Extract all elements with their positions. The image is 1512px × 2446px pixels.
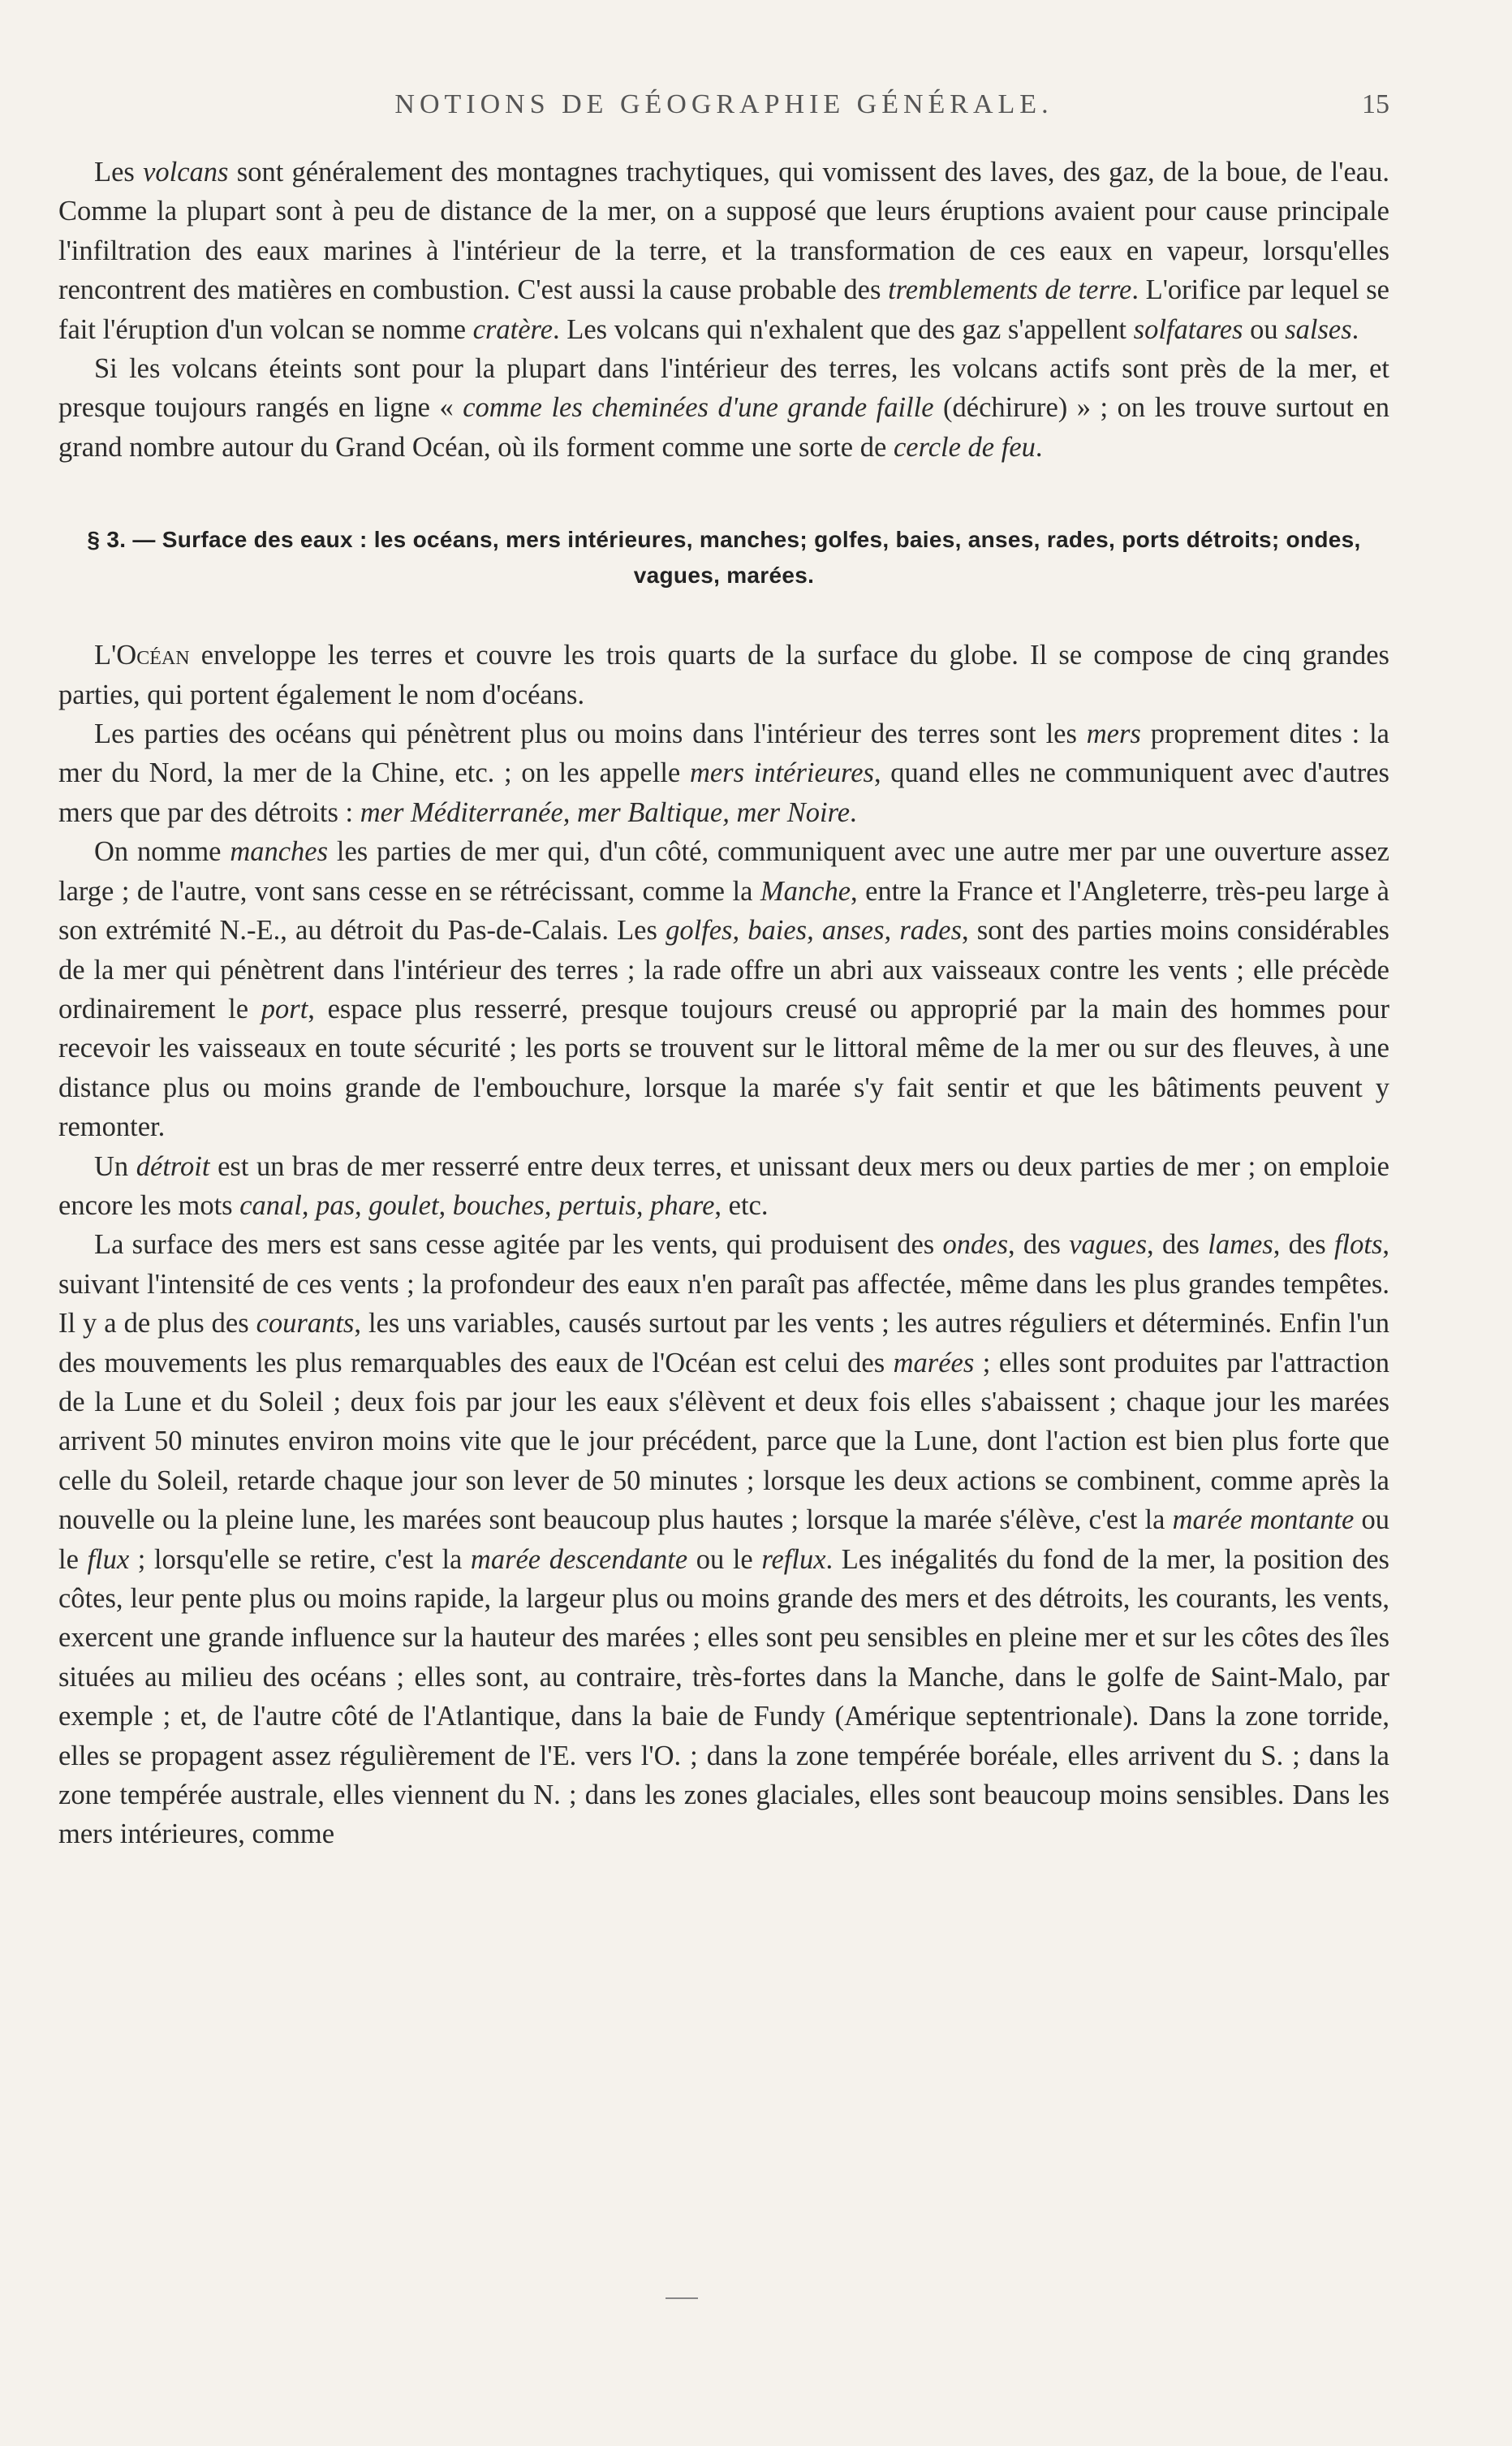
italic-term: courants xyxy=(256,1308,355,1339)
italic-term: mers intérieures xyxy=(689,757,874,789)
text-run: sont généralement des montagnes trachytiques, qui vomissent des laves, des gaz, de la boue, de l'eau. Comme la plupart sont à peu de distance de la mer, on a supposé que leurs éruptions avaient pour cause principale l'infiltration des eaux marines à l'intérieur de la terre, et la transformation de ces eaux en vapeur, lorsqu'elles rencontrent des matières en combustion. C'est aussi la cause probable des xyxy=(58,157,1389,306)
footer-mark xyxy=(666,2297,698,2299)
italic-term: ondes xyxy=(942,1229,1009,1261)
section-heading: § 3. — Surface des eaux : les océans, mers intérieures, manches; golfes, baies, anses, rades, ports détroits; ondes, vagues, marées. xyxy=(87,527,1361,589)
italic-term: reflux xyxy=(761,1543,826,1575)
page-number: 15 xyxy=(1362,89,1389,119)
running-head xyxy=(58,89,1389,130)
paragraph-detroit xyxy=(58,1147,1389,1226)
text-run: , entre la France et l'Angleterre, très-peu large à son extrémité N.-E., au détroit du Pas-de-Calais. Les xyxy=(58,875,1389,947)
text-run: La surface des mers est sans cesse agitée par les vents, qui produisent des xyxy=(94,1229,943,1261)
text-run: L' xyxy=(94,640,117,671)
paragraph-mers xyxy=(58,714,1389,832)
text-run: est un bras de mer resserré entre deux terres, et unissant deux mers ou deux parties de mer ; on emploie encore les mots xyxy=(58,1150,1389,1221)
text-run: ou le xyxy=(687,1543,762,1575)
body-text xyxy=(58,153,1389,1854)
smallcaps-term: Océan xyxy=(116,640,190,671)
italic-term: port xyxy=(261,993,308,1025)
italic-term: cercle de feu xyxy=(893,431,1036,463)
italic-term: marée montante xyxy=(1172,1504,1355,1536)
text-run: Si les volcans éteints sont pour la plupart dans l'intérieur des terres, les volcans actifs sont près de la mer, et presque toujours rangés en ligne « xyxy=(58,353,1389,424)
text-run: . Les volcans qui n'exhalent que des gaz s'appellent xyxy=(553,313,1134,345)
italic-term: lames xyxy=(1208,1229,1273,1261)
text-run: ou le xyxy=(58,1504,1389,1575)
text-run: , espace plus resserré, presque toujours creusé ou approprié par la main des hommes pour recevoir les vaisseaux en toute sécurité ; les ports se trouvent sur le littoral même de la mer ou sur des fleuves, à une distance plus ou moins grande de l'embouchure, lorsque la marée s'y fait sentir et que les bâtiments peuvent y remonter. xyxy=(58,993,1390,1143)
italic-term: solfatares xyxy=(1133,313,1243,345)
italic-term: canal, pas, goulet, bouches, pertuis, phare xyxy=(239,1189,715,1221)
italic-term: vagues xyxy=(1069,1229,1148,1261)
text-run: , des xyxy=(1147,1229,1208,1261)
text-run: Les parties des océans qui pénètrent plus ou moins dans l'intérieur des terres sont les xyxy=(94,718,1087,750)
text-run: On nomme xyxy=(94,836,230,868)
text-run: ou xyxy=(1243,313,1286,345)
italic-term: mers xyxy=(1086,718,1141,750)
italic-term: marée descendante xyxy=(470,1543,688,1575)
text-run: Les xyxy=(94,157,144,188)
text-run: les parties de mer qui, d'un côté, communiquent avec une autre mer par une ouverture assez large ; de l'autre, vont sans cesse en se rétrécissant, comme la xyxy=(58,836,1389,907)
text-run: . L'orifice par lequel se fait l'éruption d'un volcan se nomme xyxy=(58,274,1389,345)
running-title: NOTIONS DE GÉOGRAPHIE GÉNÉRALE. xyxy=(394,89,1053,119)
italic-term: Manche xyxy=(760,875,851,907)
italic-term: manches xyxy=(230,836,329,868)
italic-term: marées xyxy=(893,1347,975,1378)
italic-term: mer Méditerranée, mer Baltique, mer Noire xyxy=(360,796,851,828)
text-run: ; elles sont produites par l'attraction de la Lune et du Soleil ; deux fois par jour les eaux s'élèvent et deux fois elles s'abaissent ; chaque jour les marées arrivent 50 minutes environ moins vite que le jour précédent, parce que la Lune, dont l'action est bien plus forte que celle du Soleil, retarde chaque jour son lever de 50 minutes ; lorsque les deux actions se combinent, comme après la nouvelle ou la pleine lune, les marées sont beaucoup plus hautes ; lorsque la marée s'élève, c'est la xyxy=(58,1347,1389,1536)
text-run: , des xyxy=(1008,1229,1070,1261)
italic-term: golfes, baies, anses, rades xyxy=(666,915,962,947)
text-run: , sont des parties moins considérables de la mer qui pénètrent dans l'intérieur des terres ; la rade offre un abri aux vaisseaux contre les vents ; elle précède ordinairement le xyxy=(58,915,1389,1025)
paragraph-ocean xyxy=(58,636,1389,714)
italic-term: salses xyxy=(1285,313,1352,345)
text-run: Un xyxy=(94,1150,136,1182)
text-run: , suivant l'intensité de ces vents ; la profondeur des eaux n'en paraît pas affectée, même dans les plus grandes tempêtes. Il y a de plus des xyxy=(58,1229,1389,1339)
italic-term: flots xyxy=(1333,1229,1383,1261)
italic-term: volcans xyxy=(143,157,229,188)
text-run: , quand elles ne communiquent avec d'autres mers que par des détroits : xyxy=(58,757,1389,828)
italic-quote: comme les cheminées d'une grande faille xyxy=(463,392,934,424)
text-run: . Les inégalités du fond de la mer, la position des côtes, leur pente plus ou moins rapide, la largeur plus ou moins grande des mers et des détroits, les courants, les vents, exercent une grande influence sur la hauteur des marées ; elles sont peu sensibles en pleine mer et sur les côtes des îles situées au milieu des océans ; elles sont, au contraire, très-fortes dans la Manche, dans le golfe de Saint-Malo, par exemple ; et, de l'autre côté de l'Atlantique, dans la baie de Fundy (Amérique septentrionale). Dans la zone torride, elles se propagent assez régulièrement de l'E. vers l'O. ; dans la zone tempérée boréale, elles arrivent du S. ; dans la zone tempérée australe, elles viennent du N. ; dans les zones glaciales, elles sont beaucoup moins sensibles. Dans les mers intérieures, comme xyxy=(58,1543,1389,1850)
text-run: , etc. xyxy=(714,1189,769,1221)
text-run: , les uns variables, causés surtout par les vents ; les autres réguliers et déterminés. Enfin l'un des mouvements les plus remarquables des eaux de l'Océan est celui des xyxy=(58,1308,1389,1378)
text-run: (déchirure) » ; on les trouve surtout en grand nombre autour du Grand Océan, où ils forment comme une sorte de xyxy=(58,392,1389,463)
text-run: ; lorsqu'elle se retire, c'est la xyxy=(129,1543,471,1575)
text-run: . xyxy=(850,796,857,828)
italic-term: cratère xyxy=(472,313,554,345)
italic-term: flux xyxy=(87,1543,130,1575)
text-run: proprement dites : la mer du Nord, la mer de la Chine, etc. ; on les appelle xyxy=(58,718,1389,789)
paragraph-manches xyxy=(58,832,1389,1146)
paragraph-volcans xyxy=(58,153,1389,349)
italic-term: détroit xyxy=(136,1150,210,1182)
text-run: enveloppe les terres et couvre les trois quarts de la surface du globe. Il se compose de cinq grandes parties, qui portent également le nom d'océans. xyxy=(58,640,1389,710)
paragraph-marees xyxy=(58,1225,1389,1854)
paragraph-volcans-eteints xyxy=(58,349,1389,467)
text-run: . xyxy=(1351,313,1359,345)
italic-term: tremblements de terre xyxy=(888,274,1132,306)
text-run: , des xyxy=(1273,1229,1334,1261)
text-run: . xyxy=(1035,431,1043,463)
